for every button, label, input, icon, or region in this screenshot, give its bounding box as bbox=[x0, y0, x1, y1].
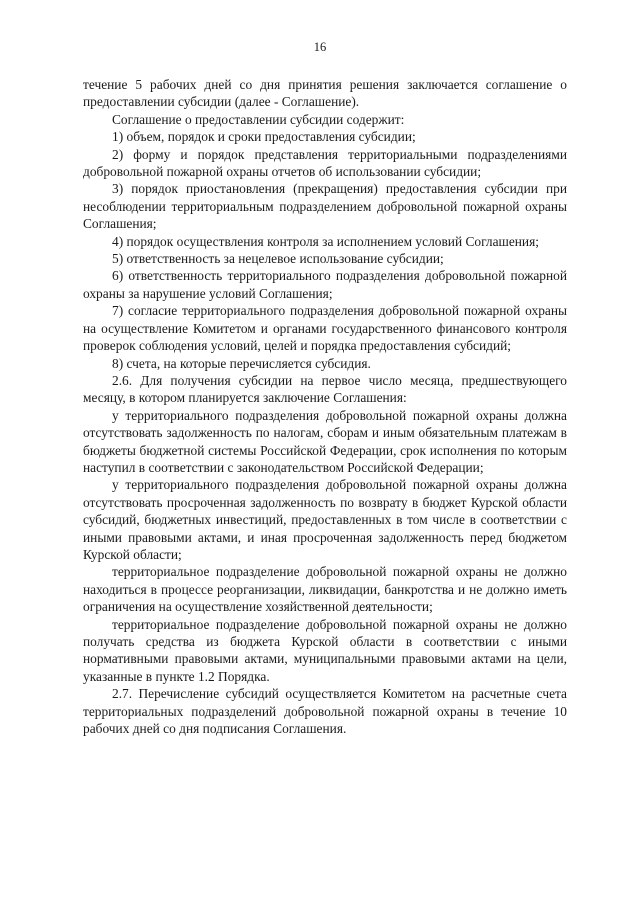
list-item-7: 7) согласие территориального подразделения добровольной пожарной охраны на осуществление Комитетом и органами государственного финансового контроля проверок соблюдения условий, целей и порядка предоставления субсидий; bbox=[83, 303, 567, 354]
list-item-5: 5) ответственность за нецелевое использование субсидии; bbox=[112, 251, 444, 267]
requirement-no-reorganization: территориальное подразделение добровольной пожарной охраны не должно находиться в процессе реорганизации, ликвидации, банкротства и не должно иметь ограничения на осуществление хозяйственной деятельности; bbox=[83, 564, 567, 615]
requirement-no-tax-debt: у территориального подразделения добровольной пожарной охраны должна отсутствовать задолженность по налогам, сборам и иным обязательным платежам в бюджеты бюджетной системы Российской Федерации, срок исполнения по которым наступил в соответствии с законодательством Российской Федерации; bbox=[83, 407, 567, 475]
list-item-3: 3) порядок приостановления (прекращения) предоставления субсидии при несоблюдении территориальным подразделением добровольной пожарной охраны Соглашения; bbox=[83, 181, 567, 232]
page-number: 16 bbox=[313, 40, 327, 54]
paragraph-continuation: течение 5 рабочих дней со дня принятия решения заключается соглашение о предоставлении субсидии (далее - Соглашение). bbox=[83, 77, 567, 110]
list-item-1: 1) объем, порядок и сроки предоставления субсидии; bbox=[112, 129, 416, 145]
requirement-no-other-funds: территориальное подразделение добровольной пожарной охраны не должно получать средства из бюджета Курской области в соответствии с иными нормативными правовыми актами, муниципальными правовыми актами на цели, указанные в пункте 1.2 Порядка. bbox=[83, 616, 567, 684]
section-2-6: 2.6. Для получения субсидии на первое число месяца, предшествующего месяцу, в котором планируется заключение Соглашения: bbox=[83, 372, 567, 406]
paragraph-agreement-contains: Соглашение о предоставлении субсидии содержит: bbox=[112, 111, 405, 127]
section-2-7: 2.7. Перечисление субсидий осуществляется Комитетом на расчетные счета территориальных подразделений добровольной пожарной охраны в течение 10 рабочих дней со дня подписания Соглашения. bbox=[83, 686, 567, 737]
list-item-2: 2) форму и порядок представления территориальными подразделениями добровольной пожарной охраны отчетов об использовании субсидии; bbox=[83, 146, 567, 180]
requirement-no-overdue-debt: у территориального подразделения добровольной пожарной охраны должна отсутствовать просроченная задолженность по возврату в бюджет Курской области субсидий, бюджетных инвестиций, предоставленных в том числе в соответствии с иными правовыми актами, и иная просроченная задолженность перед бюджетом Курской области; bbox=[83, 477, 567, 562]
list-item-6: 6) ответственность территориального подразделения добровольной пожарной охраны за нарушение условий Соглашения; bbox=[83, 268, 567, 301]
list-item-4: 4) порядок осуществления контроля за исполнением условий Соглашения; bbox=[112, 233, 539, 249]
list-item-8: 8) счета, на которые перечисляется субсидия. bbox=[112, 355, 371, 371]
document-body bbox=[83, 76, 567, 737]
